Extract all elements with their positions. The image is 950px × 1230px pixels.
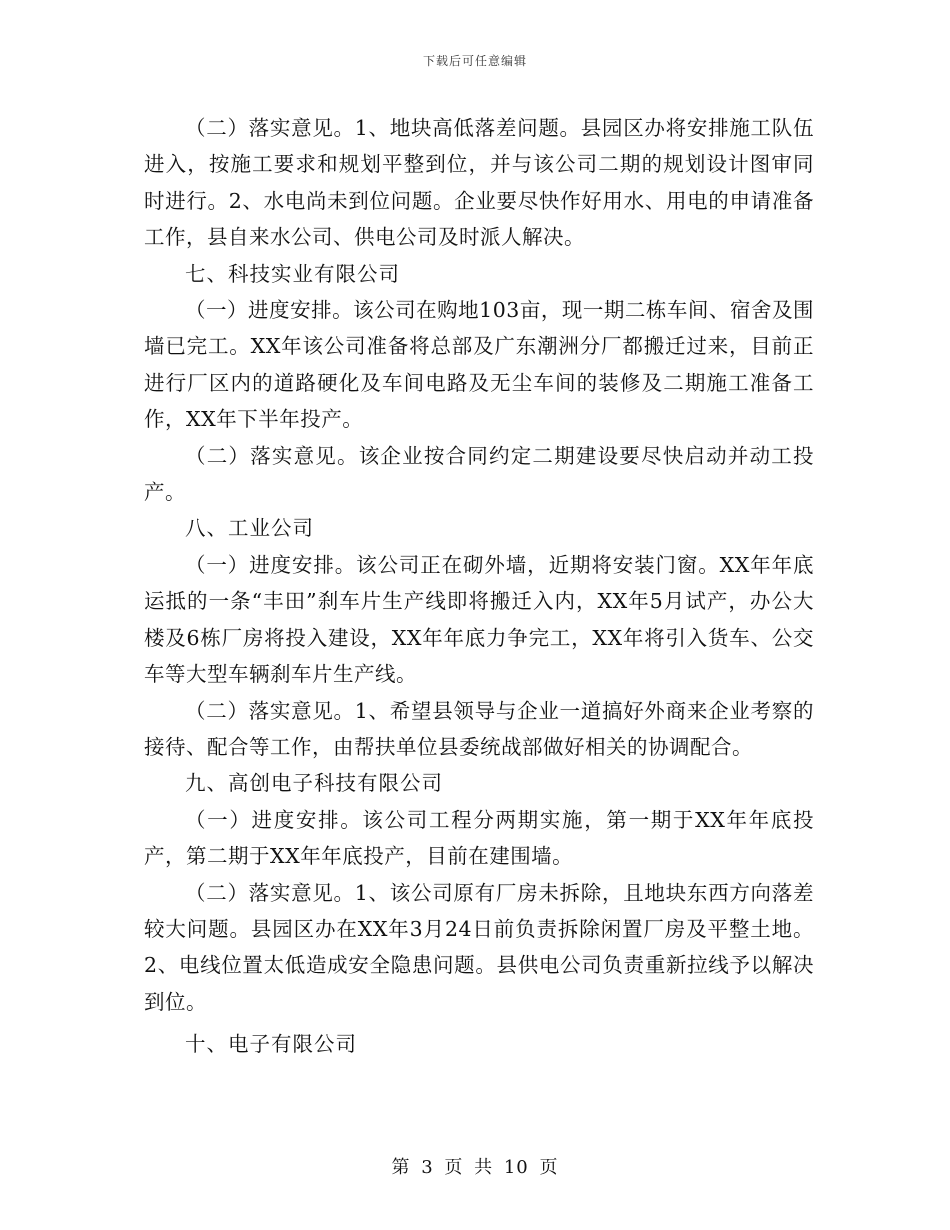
document-body bbox=[144, 110, 814, 1063]
paragraph-implementation-opinion-8: （二）落实意见。1、希望县领导与企业一道搞好外商来企业考察的接待、配合等工作，由帮扶单位县委统战部做好相关的协调配合。 bbox=[144, 698, 814, 759]
paragraph-implementation-opinion-6: （二）落实意见。1、地块高低落差问题。县园区办将安排施工队伍进入，按施工要求和规划平整到位，并与该公司二期的规划设计图审同时进行。2、水电尚未到位问题。企业要尽快作好用水、用电的申请准备工作，县自来水公司、供电公司及时派人解决。 bbox=[144, 116, 814, 250]
paragraph-progress-9: （一）进度安排。该公司工程分两期实施，第一期于XX年年底投产，第二期于XX年年底投产，目前在建围墙。 bbox=[144, 807, 814, 869]
section-heading-10: 十、电子有限公司 bbox=[185, 1032, 357, 1057]
page-footer: 第 3 页 共 10 页 bbox=[391, 1157, 559, 1178]
section-heading-9: 九、高创电子科技有限公司 bbox=[185, 771, 443, 796]
section-heading-8: 八、工业公司 bbox=[185, 516, 314, 541]
paragraph-implementation-opinion-9: （二）落实意见。1、该公司原有厂房未拆除，且地块东西方向落差较大问题。县园区办在XX年3月24日前负责拆除闲置厂房及平整土地。2、电线位置太低造成安全隐患问题。县供电公司负责重新拉线予以解决到位。 bbox=[144, 880, 814, 1014]
section-heading-7: 七、科技实业有限公司 bbox=[185, 261, 400, 286]
paragraph-progress-8: （一）进度安排。该公司正在砌外墙，近期将安装门窗。XX年年底运抵的一条“丰田”刹车片生产线即将搬迁入内，XX年5月试产，办公大楼及6栋厂房将投入建设，XX年年底力争完工，XX年将引入货车、公交车等大型车辆刹车片生产线。 bbox=[144, 552, 814, 687]
paragraph-implementation-opinion-7: （二）落实意见。该企业按合同约定二期建设要尽快启动并动工投产。 bbox=[144, 443, 814, 505]
paragraph-progress-7: （一）进度安排。该公司在购地103亩，现一期二栋车间、宿舍及围墙已完工。XX年该公司准备将总部及广东潮洲分厂都搬迁过来，目前正进行厂区内的道路硬化及车间电路及无尘车间的装修及二期施工准备工作，XX年下半年投产。 bbox=[144, 298, 814, 432]
page-header: 下载后可任意编辑 bbox=[422, 54, 527, 68]
